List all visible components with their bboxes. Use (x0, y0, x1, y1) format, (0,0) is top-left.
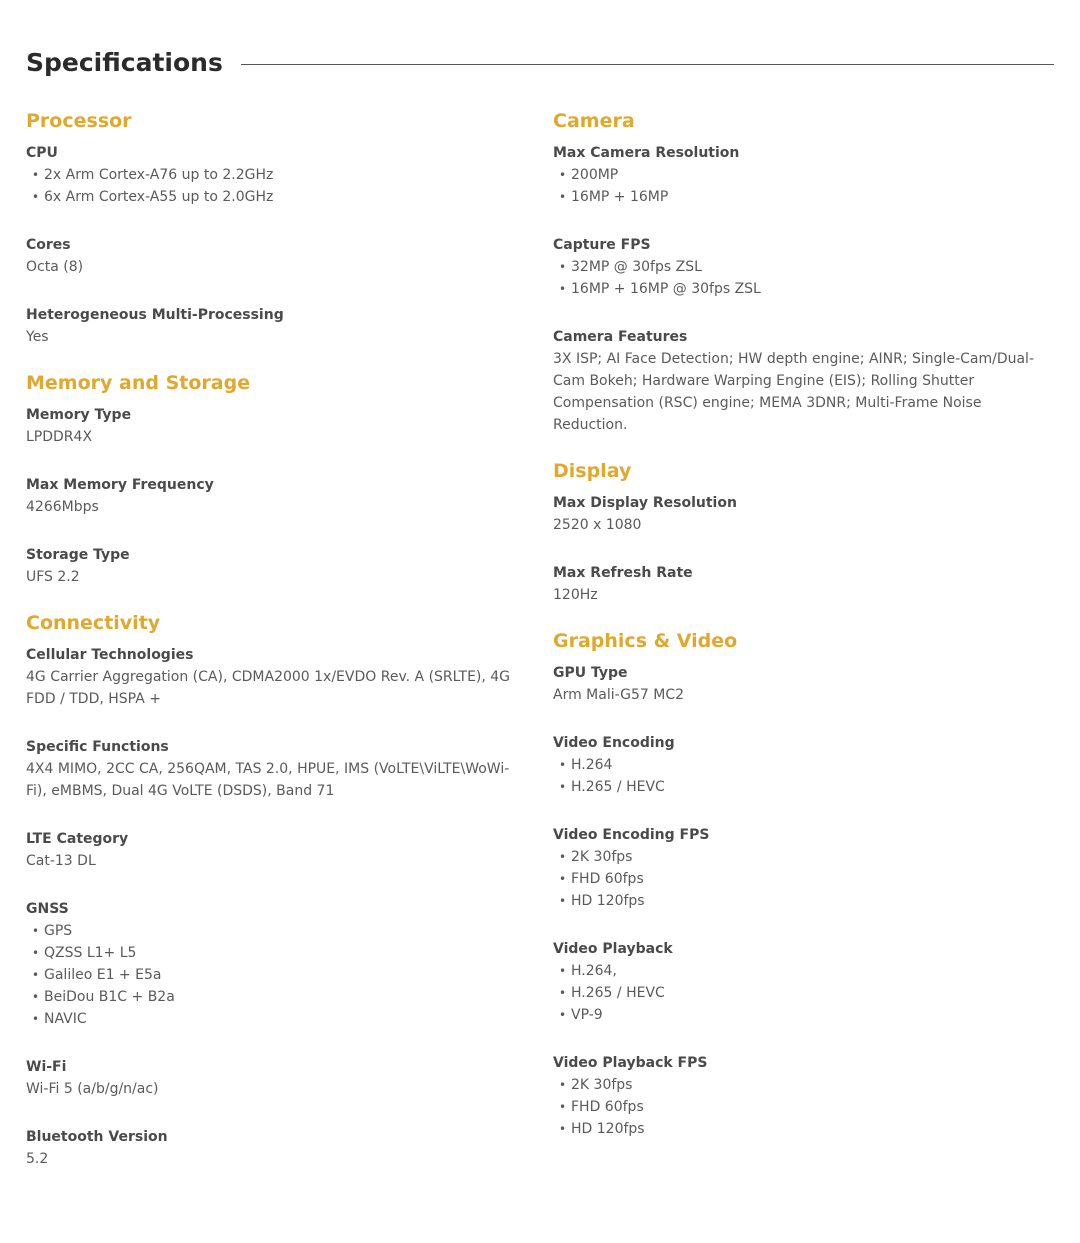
list-item: • 2K 30fps (553, 846, 1053, 868)
spec-value: 4266Mbps (26, 499, 99, 515)
spec-list (553, 256, 1053, 300)
list-item: • 200MP (553, 164, 1053, 186)
spec-list (553, 754, 1053, 798)
spec-value: Arm Mali-G57 MC2 (553, 687, 685, 703)
section-title-connectivity: Connectivity (26, 612, 161, 634)
spec-value: 3X ISP; AI Face Detection; HW depth engine; AINR; Single-Cam/Dual-Cam Bokeh; Hardware Warping Engine (EIS); Rolling Shutter Compensation (RSC) engine; MEMA 3DNR; Multi-Frame Noise Reduction. (553, 351, 1034, 433)
list-item: • 32MP @ 30fps ZSL (553, 256, 1053, 278)
spec-label: CPU (26, 145, 58, 161)
spec-value: 4G Carrier Aggregation (CA), CDMA2000 1x/EVDO Rev. A (SRLTE), 4G FDD / TDD, HSPA + (26, 669, 511, 707)
spec-label: Video Encoding (553, 735, 675, 751)
spec-value: 120Hz (553, 587, 598, 603)
spec-label: Camera Features (553, 329, 688, 345)
spec-video-playback (553, 938, 1053, 1026)
spec-refresh-rate (553, 562, 1053, 606)
spec-video-playback-fps (553, 1052, 1053, 1140)
list-item: • FHD 60fps (553, 868, 1053, 890)
page-title: Specifications (26, 47, 223, 77)
spec-label: Capture FPS (553, 237, 651, 253)
spec-video-encoding (553, 732, 1053, 798)
spec-value: UFS 2.2 (26, 569, 80, 585)
title-divider (241, 64, 1054, 65)
specs-right-column (553, 108, 1053, 1140)
spec-bluetooth (26, 1126, 526, 1170)
spec-label: Memory Type (26, 407, 132, 423)
spec-label: Wi-Fi (26, 1059, 67, 1075)
spec-cores (26, 234, 526, 278)
spec-value: Yes (26, 329, 49, 345)
list-item: • QZSS L1+ L5 (26, 942, 526, 964)
spec-value: Octa (8) (26, 259, 84, 275)
spec-camera-features (553, 326, 1053, 436)
spec-lte (26, 828, 526, 872)
specs-left-column (26, 108, 526, 1170)
list-item: • HD 120fps (553, 1118, 1053, 1140)
spec-list (553, 1074, 1053, 1140)
spec-video-encoding-fps (553, 824, 1053, 912)
list-item: • NAVIC (26, 1008, 526, 1030)
spec-label: Storage Type (26, 547, 130, 563)
list-item: • H.264 (553, 754, 1053, 776)
page-header (26, 40, 1054, 84)
list-item: • H.264, (553, 960, 1053, 982)
spec-gpu-type (553, 662, 1053, 706)
list-item: • GPS (26, 920, 526, 942)
list-item: • 16MP + 16MP @ 30fps ZSL (553, 278, 1053, 300)
spec-display-resolution (553, 492, 1053, 536)
list-item: • 6x Arm Cortex-A55 up to 2.0GHz (26, 186, 526, 208)
spec-camera-resolution (553, 142, 1053, 208)
spec-cellular (26, 644, 526, 710)
spec-storage-type (26, 544, 526, 588)
spec-value: 4X4 MIMO, 2CC CA, 256QAM, TAS 2.0, HPUE, IMS (VoLTE\ViLTE\WoWi-Fi), eMBMS, Dual 4G VoLTE (DSDS), Band 71 (26, 761, 510, 799)
spec-label: Video Encoding FPS (553, 827, 710, 843)
list-item: • 2K 30fps (553, 1074, 1053, 1096)
spec-label: Max Display Resolution (553, 495, 737, 511)
list-item: • 16MP + 16MP (553, 186, 1053, 208)
list-item: • BeiDou B1C + B2a (26, 986, 526, 1008)
spec-memory-frequency (26, 474, 526, 518)
spec-label: Specific Functions (26, 739, 169, 755)
spec-value: LPDDR4X (26, 429, 93, 445)
section-processor (26, 108, 526, 348)
spec-label: Max Camera Resolution (553, 145, 740, 161)
spec-value: Cat-13 DL (26, 853, 96, 869)
spec-label: Heterogeneous Multi-Processing (26, 307, 284, 323)
section-display (553, 458, 1053, 606)
spec-list (26, 920, 526, 1030)
list-item: • 2x Arm Cortex-A76 up to 2.2GHz (26, 164, 526, 186)
section-title-display: Display (553, 460, 632, 482)
spec-memory-type (26, 404, 526, 448)
section-title-memory: Memory and Storage (26, 372, 251, 394)
spec-label: Video Playback (553, 941, 673, 957)
section-graphics (553, 628, 1053, 1140)
spec-list (553, 164, 1053, 208)
spec-label: Max Memory Frequency (26, 477, 214, 493)
spec-value: 5.2 (26, 1151, 49, 1167)
spec-hmp (26, 304, 526, 348)
spec-cpu (26, 142, 526, 208)
section-connectivity (26, 610, 526, 1170)
list-item: • VP-9 (553, 1004, 1053, 1026)
spec-label: Video Playback FPS (553, 1055, 708, 1071)
spec-list (553, 846, 1053, 912)
spec-gnss (26, 898, 526, 1030)
spec-label: LTE Category (26, 831, 129, 847)
list-item: • FHD 60fps (553, 1096, 1053, 1118)
spec-capture-fps (553, 234, 1053, 300)
list-item: • HD 120fps (553, 890, 1053, 912)
section-title-processor: Processor (26, 110, 132, 132)
spec-label: GNSS (26, 901, 69, 917)
section-memory (26, 370, 526, 588)
list-item: • H.265 / HEVC (553, 982, 1053, 1004)
list-item: • Galileo E1 + E5a (26, 964, 526, 986)
section-title-graphics: Graphics & Video (553, 630, 738, 652)
spec-label: Max Refresh Rate (553, 565, 693, 581)
spec-label: Bluetooth Version (26, 1129, 168, 1145)
spec-wifi (26, 1056, 526, 1100)
spec-label: Cellular Technologies (26, 647, 194, 663)
section-camera (553, 108, 1053, 436)
spec-value: Wi-Fi 5 (a/b/g/n/ac) (26, 1081, 159, 1097)
spec-label: Cores (26, 237, 71, 253)
section-title-camera: Camera (553, 110, 635, 132)
spec-value: 2520 x 1080 (553, 517, 642, 533)
spec-label: GPU Type (553, 665, 628, 681)
list-item: • H.265 / HEVC (553, 776, 1053, 798)
spec-list (553, 960, 1053, 1026)
spec-list (26, 164, 526, 208)
spec-functions (26, 736, 526, 802)
